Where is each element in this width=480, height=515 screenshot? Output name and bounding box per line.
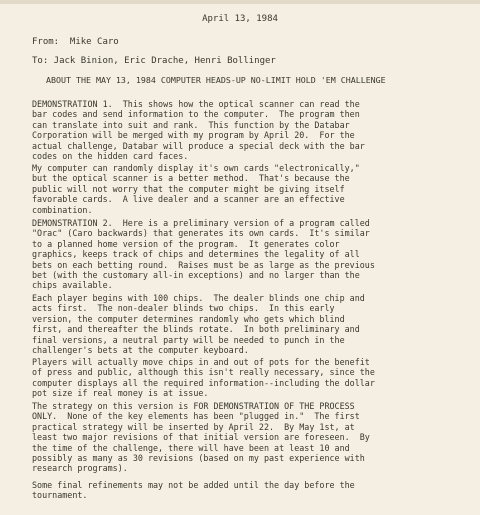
- memo-date: April 13, 1984: [202, 14, 278, 24]
- text-line: least two major revisions of that initial version are foreseen. By: [32, 432, 370, 443]
- text-line: "Orac" (Caro backwards) that generates its own cards. It's similar: [32, 228, 370, 239]
- text-line: acts first. The non-dealer blinds two chips. In this early: [32, 303, 335, 314]
- text-line: Players will actually move chips in and out of pots for the benefit: [32, 357, 370, 367]
- paragraph-display-cards: [32, 163, 472, 215]
- text-line: Corporation will be merged with my program by April 20. For the: [32, 130, 355, 141]
- text-line: the time of the challenge, there will have been at least 10 and: [32, 442, 350, 453]
- text-line: of press and public, although this isn't really necessary, since the: [32, 367, 375, 378]
- paragraph-strategy: [32, 401, 472, 474]
- text-line: practical strategy will be inserted by April 22. By May 1st, at: [32, 421, 355, 432]
- text-line: combination.: [32, 204, 93, 215]
- text-line: actual challenge, Databar will produce a special deck with the bar: [32, 140, 365, 151]
- text-line: but the optical scanner is a better method. That's because the: [32, 173, 350, 184]
- text-line: bet (with the customary all-in exceptions) and no larger than the: [32, 269, 360, 280]
- text-line: computer displays all the required information--including the dollar: [32, 377, 375, 388]
- text-line: pot size if real money is at issue.: [32, 388, 209, 399]
- text-line: graphics, keeps track of chips and determines the legality of all: [32, 249, 360, 260]
- text-line: to a planned home version of the program. It generates color: [32, 238, 340, 249]
- text-line: tournament.: [32, 490, 88, 501]
- text-line: first, and thereafter the blinds rotate. In both preliminary and: [32, 324, 360, 335]
- paragraph-final-refinements: [32, 480, 472, 501]
- text-line: can translate into suit and rank. This function by the Databar: [32, 119, 350, 130]
- text-line: ONLY. None of the key elements has been "plugged in." The first: [32, 411, 360, 422]
- paragraph-chips: [32, 293, 472, 355]
- text-line: Each player begins with 100 chips. The dealer blinds one chip and: [32, 293, 365, 303]
- text-line: My computer can randomly display it's own cards "electronically,": [32, 163, 360, 173]
- text-line: challenger's bets at the computer keyboard.: [32, 344, 249, 355]
- text-line: public will not worry that the computer might be giving itself: [32, 183, 345, 194]
- text-line: research programs).: [32, 463, 128, 474]
- text-line: DEMONSTRATION 2. Here is a preliminary version of a program called: [32, 218, 370, 228]
- memo-subject: ABOUT THE MAY 13, 1984 COMPUTER HEADS-UP NO-LIMIT HOLD 'EM CHALLENGE: [46, 75, 386, 85]
- text-line: favorable cards. A live dealer and a scanner are an effective: [32, 194, 345, 205]
- text-line: Some final refinements may not be added until the day before the: [32, 480, 355, 490]
- page-edge: [0, 0, 480, 4]
- text-line: possibly as many as 30 revisions (based on my past experience with: [32, 452, 365, 463]
- text-line: bets on each betting round. Raises must be as large as the previous: [32, 259, 375, 270]
- text-line: The strategy on this version is FOR DEMONSTRATION OF THE PROCESS: [32, 401, 355, 411]
- paragraph-demonstration-1: [32, 99, 472, 161]
- paragraph-players-move-chips: [32, 357, 472, 399]
- text-line: final versions, a neutral party will be needed to punch in the: [32, 334, 345, 345]
- text-line: DEMONSTRATION 1. This shows how the optical scanner can read the: [32, 99, 360, 109]
- text-line: bar codes and send information to the computer. The program then: [32, 109, 360, 120]
- memo-from: From: Mike Caro: [32, 37, 119, 47]
- text-line: chips available.: [32, 280, 113, 291]
- memo-to: To: Jack Binion, Eric Drache, Henri Bollinger: [32, 56, 276, 66]
- text-line: version, the computer determines randomly who gets which blind: [32, 313, 345, 324]
- paragraph-demonstration-2: [32, 218, 472, 291]
- text-line: codes on the hidden card faces.: [32, 150, 189, 161]
